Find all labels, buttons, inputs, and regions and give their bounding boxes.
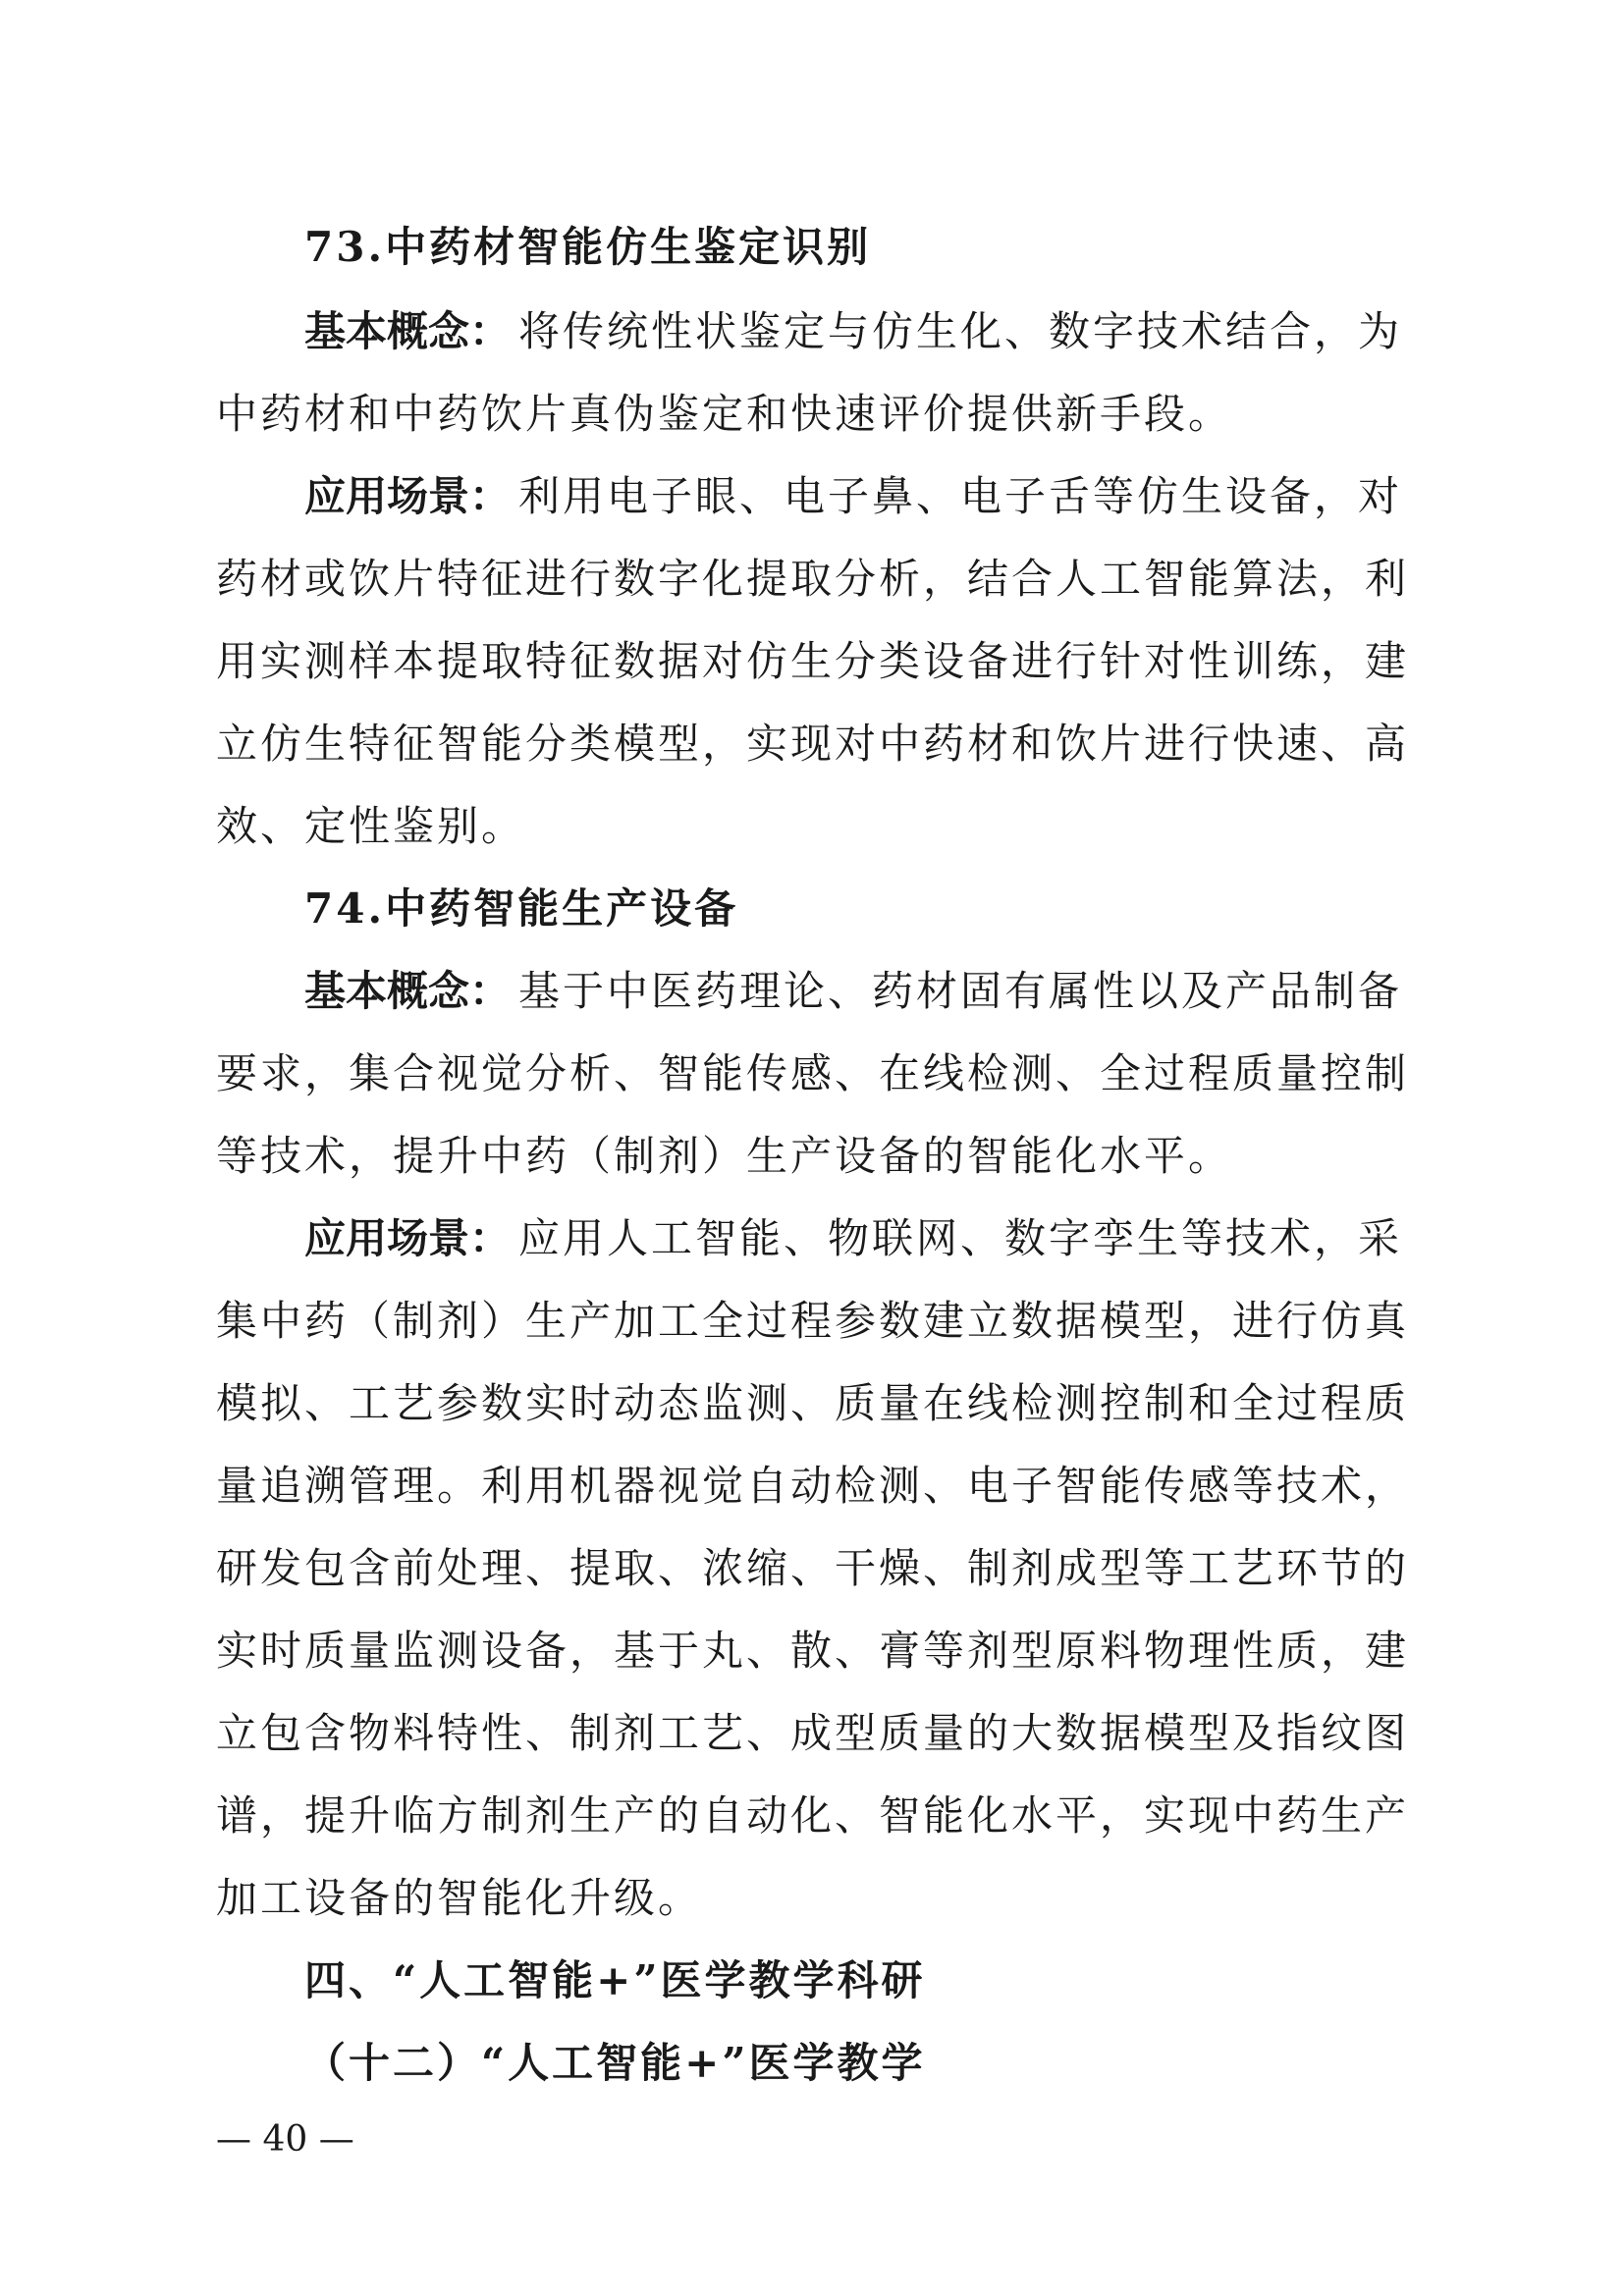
- scenario-label: 应用场景：: [304, 472, 512, 520]
- section-74-title: 74.中药智能生产设备: [304, 884, 739, 933]
- section-73-scenario-line-3: 用实测样本提取特征数据对仿生分类设备进行针对性训练，建: [216, 637, 1410, 685]
- concept-text: 将传统性状鉴定与仿生化、数字技术结合，为: [518, 307, 1403, 355]
- section-73-scenario-line-4: 立仿生特征智能分类模型，实现对中药材和饮片进行快速、高: [216, 720, 1410, 768]
- section-74-concept-line-1: [304, 950, 1414, 1033]
- scenario-text: 应用人工智能、物联网、数字孪生等技术，采: [518, 1214, 1403, 1262]
- section-74-scenario-line-1: [304, 1198, 1414, 1280]
- section-74-scenario-line-6: 实时质量监测设备，基于丸、散、膏等剂型原料物理性质，建: [216, 1627, 1410, 1675]
- part-4-heading: 四、“人工智能+”医学教学科研: [304, 1956, 926, 2004]
- section-73-concept-line-1: [304, 291, 1414, 373]
- section-74-scenario-line-8: 谱，提升临方制剂生产的自动化、智能化水平，实现中药生产: [216, 1791, 1410, 1840]
- scenario-label: 应用场景：: [304, 1214, 512, 1262]
- subsection-12-heading: （十二）“人工智能+”医学教学: [304, 2039, 926, 2087]
- page-number: — 40 —: [216, 2119, 354, 2160]
- section-74-scenario-line-4: 量追溯管理。利用机器视觉自动检测、电子智能传感等技术，: [216, 1462, 1410, 1510]
- concept-label: 基本概念：: [304, 967, 512, 1015]
- section-74-scenario-line-2: 集中药（制剂）生产加工全过程参数建立数据模型，进行仿真: [216, 1297, 1410, 1345]
- scenario-text: 利用电子眼、电子鼻、电子舌等仿生设备，对: [518, 472, 1403, 520]
- section-74-scenario-line-9: 加工设备的智能化升级。: [216, 1874, 703, 1922]
- section-73-scenario-line-2: 药材或饮片特征进行数字化提取分析，结合人工智能算法，利: [216, 555, 1410, 603]
- section-74-scenario-line-5: 研发包含前处理、提取、浓缩、干燥、制剂成型等工艺环节的: [216, 1544, 1410, 1592]
- concept-label: 基本概念：: [304, 307, 512, 355]
- section-73-scenario-line-1: [304, 455, 1414, 538]
- section-73-scenario-line-5: 效、定性鉴别。: [216, 802, 526, 850]
- concept-text: 基于中医药理论、药材固有属性以及产品制备: [518, 967, 1403, 1015]
- section-74-scenario-line-7: 立包含物料特性、制剂工艺、成型质量的大数据模型及指纹图: [216, 1709, 1410, 1757]
- section-73-title: 73.中药材智能仿生鉴定识别: [304, 223, 872, 271]
- section-74-scenario-line-3: 模拟、工艺参数实时动态监测、质量在线检测控制和全过程质: [216, 1379, 1410, 1427]
- section-74-concept-line-3: 等技术，提升中药（制剂）生产设备的智能化水平。: [216, 1132, 1233, 1180]
- section-73-concept-line-2: 中药材和中药饮片真伪鉴定和快速评价提供新手段。: [216, 390, 1233, 438]
- section-74-concept-line-2: 要求，集合视觉分析、智能传感、在线检测、全过程质量控制: [216, 1049, 1410, 1097]
